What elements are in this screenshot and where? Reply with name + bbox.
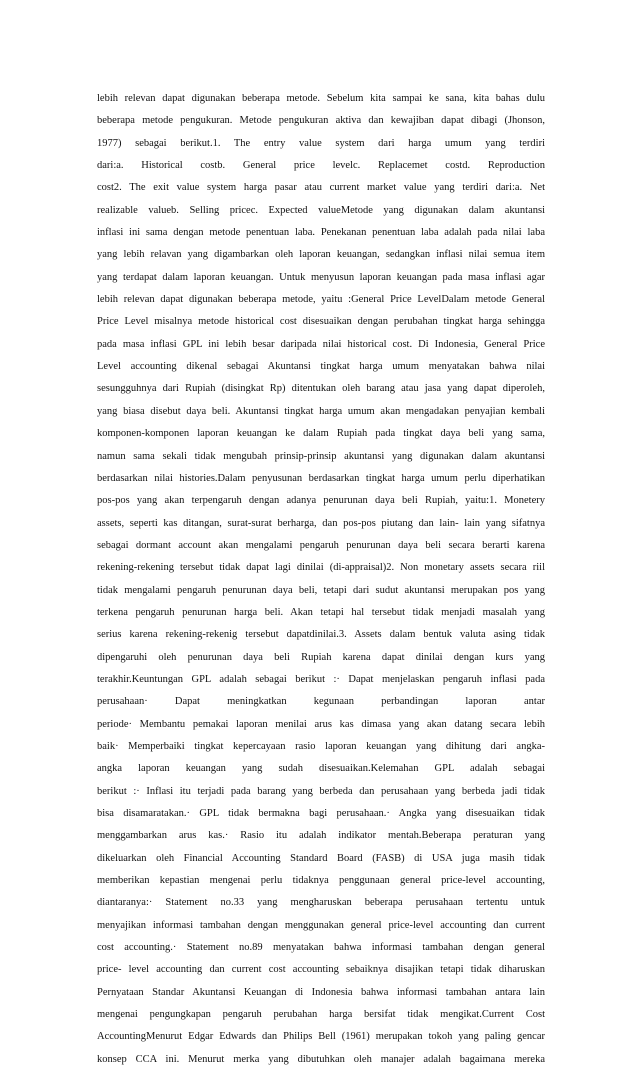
- text-line: menggambarkan arus kas.· Rasio itu adalah indikator mentah.Beberapa peraturan yang: [97, 830, 545, 842]
- text-line: Pernyataan Standar Akuntansi Keuangan di Indonesia bahwa informasi tambahan antara lain: [97, 986, 545, 998]
- text-line: terakhir.Keuntungan GPL adalah sebagai berikut :· Dapat menjelaskan pengaruh inflasi pada: [97, 673, 545, 685]
- text-line: konsep CCA ini. Menurut merka yang dibutuhkan oleh manajer adalah bagaimana mereka: [97, 1053, 545, 1065]
- text-line: cost2. The exit value system harga pasar atau current market value yang terdiri dari:a. Net: [97, 182, 545, 194]
- text-line: dari:a. Historical costb. General price levelc. Replacemet costd. Reproduction: [97, 160, 545, 172]
- text-line: periode· Membantu pemakai laporan menilai arus kas dimasa yang akan datang secara lebih: [97, 718, 545, 730]
- text-line: berdasarkan nilai histories.Dalam penyusunan berdasarkan tingkat harga umum perlu diperhatikan: [97, 472, 545, 484]
- text-line: sesungguhnya dari Rupiah (disingkat Rp) ditentukan oleh barang atau jasa yang dapat diperoleh,: [97, 383, 545, 395]
- text-line: namun sama sekali tidak mengubah prinsip-prinsip akuntansi yang digunakan dalam akuntansi: [97, 450, 545, 462]
- text-line: perusahaan· Dapat meningkatkan kegunaan perbandingan laporan antar: [97, 696, 545, 708]
- text-line: serius karena rekening-rekenig tersebut dapatdinilai.3. Assets dalam bentuk valuta asing tidak: [97, 629, 545, 641]
- text-line: menyajikan informasi tambahan dengan menggunakan general price-level accounting dan current: [97, 919, 545, 931]
- text-line: yang terdapat dalam laporan keuangan. Untuk menyusun laporan keuangan pada masa inflasi agar: [97, 271, 545, 283]
- text-line: beberapa metode pengukuran. Metode pengukuran aktiva dan kewajiban dapat dibagi (Jhonson,: [97, 115, 545, 127]
- text-line: Price Level misalnya metode historical cost disesuaikan dengan perubahan tingkat harga sehingga: [97, 316, 545, 328]
- text-line: baik· Memperbaiki tingkat kepercayaan rasio laporan keuangan yang dihitung dari angka-: [97, 740, 545, 752]
- text-line: assets, seperti kas ditangan, surat-surat berharga, dan pos-pos piutang dan lain- lain yang sifatnya: [97, 517, 545, 529]
- text-line: rekening-rekening tersebut tidak dapat lagi dinilai (di-appraisal)2. Non monetary assets secara riil: [97, 562, 545, 574]
- text-line: dikeluarkan oleh Financial Accounting Standard Board (FASB) di USA juga masih tidak: [97, 852, 545, 864]
- text-line: lebih relevan dapat digunakan beberapa metode. Sebelum kita sampai ke sana, kita bahas dulu: [97, 93, 545, 104]
- text-line: sebagai dormant account akan mengalami pengaruh penurunan daya beli secara berarti karena: [97, 539, 545, 551]
- text-line: terkena pengaruh penurunan harga beli. Akan tetapi hal tersebut tidak menjadi masalah yang: [97, 606, 545, 618]
- text-line: lebih relevan dapat digunakan beberapa metode, yaitu :General Price LevelDalam metode General: [97, 294, 545, 306]
- text-line: inflasi ini sama dengan metode penentuan laba. Penekanan penentuan laba adalah pada nilai laba: [97, 227, 545, 239]
- text-line: cost accounting.· Statement no.89 menyatakan bahwa informasi tambahan dengan general: [97, 942, 545, 954]
- text-line: komponen-komponen laporan keuangan ke dalam Rupiah pada tingkat daya beli yang sama,: [97, 428, 545, 440]
- text-line: diantaranya:· Statement no.33 yang mengharuskan beberapa perusahaan tertentu untuk: [97, 897, 545, 909]
- text-line: Level accounting dikenal sebagai Akuntansi tingkat harga umum menyatakan bahwa nilai: [97, 361, 545, 373]
- text-line: yang lebih relavan yang digambarkan oleh laporan keuangan, sedangkan inflasi nilai semua item: [97, 249, 545, 261]
- text-line: tidak mengalami pengaruh penurunan daya beli, tetapi dari sudut akuntansi merupakan pos yang: [97, 584, 545, 596]
- text-line: mengenai pengungkapan pengaruh perubahan harga bersifat tidak mengikat.Current Cost: [97, 1009, 545, 1021]
- text-line: memberikan kepastian mengenai perlu tidaknya penggunaan general price-level accounting,: [97, 875, 545, 887]
- body-text: [97, 88, 545, 1071]
- text-line: bisa disamaratakan.· GPL tidak bermakna bagi perusahaan.· Angka yang disesuaikan tidak: [97, 808, 545, 819]
- text-line: price- level accounting dan current cost accounting sebaiknya disajikan tetapi tidak diharuskan: [97, 964, 545, 976]
- text-line: 1977) sebagai berikut.1. The entry value system dari harga umum yang terdiri: [97, 137, 545, 149]
- text-line: angka laporan keuangan yang sudah disesuaikan.Kelemahan GPL adalah sebagai: [97, 763, 545, 775]
- text-line: yang biasa disebut daya beli. Akuntansi tingkat harga umum akan mengadakan penyajian kembali: [97, 405, 545, 417]
- text-line: pada masa inflasi GPL ini lebih besar daripada nilai historical cost. Di Indonesia, General Price: [97, 338, 545, 350]
- text-line: berikut :· Inflasi itu terjadi pada barang yang berbeda dan perusahaan yang berbeda jadi tidak: [97, 785, 545, 797]
- text-line: AccountingMenurut Edgar Edwards dan Philips Bell (1961) merupakan tokoh yang paling gencar: [97, 1031, 545, 1043]
- text-line: realizable valueb. Selling pricec. Expected valueMetode yang digunakan dalam akuntansi: [97, 204, 545, 216]
- text-line: dipengaruhi oleh penurunan daya beli Rupiah karena dapat dinilai dengan kurs yang: [97, 651, 545, 663]
- text-line: pos-pos yang akan terpengaruh dengan adanya penurunan daya beli Rupiah, yaitu:1. Monetery: [97, 495, 545, 507]
